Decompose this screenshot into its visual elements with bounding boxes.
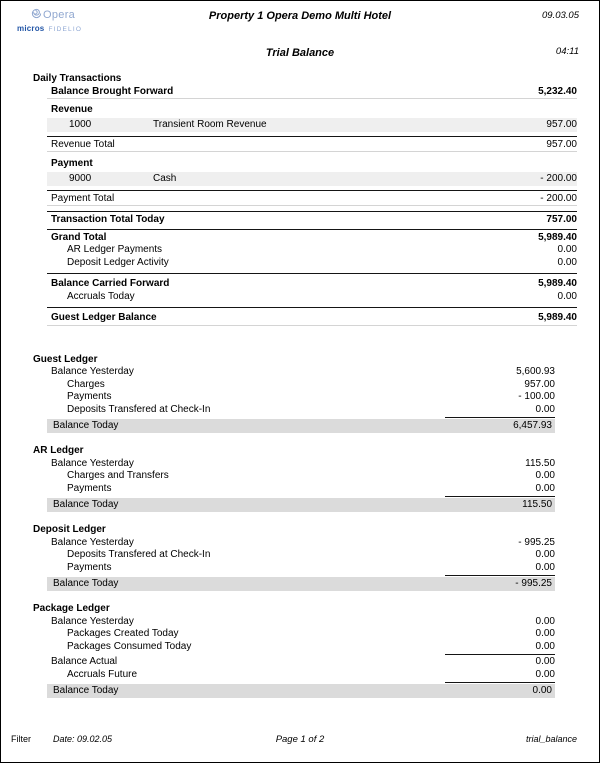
row-value: 0.00 — [535, 549, 555, 561]
row-label: Balance Yesterday — [51, 457, 134, 469]
row-label: Deposits Transfered at Check-In — [67, 403, 211, 415]
deposit-ledger-section — [33, 524, 555, 591]
fidelio-logo-text: FIDELIO — [48, 26, 83, 33]
row-value: 5,600.93 — [516, 366, 555, 378]
divider-dark — [47, 190, 577, 191]
row-label: Accruals Future — [67, 668, 138, 680]
row-label: AR Ledger Payments — [67, 244, 163, 256]
report-footer — [1, 734, 599, 746]
opera-micros-fidelio-logo — [17, 7, 82, 34]
row-label: Revenue Total — [51, 138, 115, 150]
row-label: Balance Actual — [51, 656, 118, 668]
payment-transaction-row — [47, 172, 577, 186]
ledger-row — [33, 470, 555, 483]
transaction-code: 1000 — [69, 118, 92, 130]
deposit-ledger-activity-row — [33, 257, 577, 270]
balance-today-row — [47, 684, 555, 698]
row-value: 0.00 — [557, 256, 577, 268]
divider-dark — [47, 229, 577, 230]
report-time: 04:11 — [555, 46, 579, 57]
row-value: - 200.00 — [540, 192, 577, 204]
revenue-transaction-row — [47, 118, 577, 132]
report-title: Trial Balance — [265, 47, 335, 59]
row-value: 0.00 — [557, 290, 577, 302]
ledger-row — [33, 379, 555, 392]
ledger-row — [33, 366, 555, 379]
balance-today-row — [47, 498, 555, 512]
row-label: Packages Consumed Today — [67, 640, 192, 652]
row-value: 757.00 — [546, 214, 577, 226]
property-title: Property 1 Opera Demo Multi Hotel — [208, 10, 392, 22]
divider-light — [47, 98, 577, 99]
divider-light — [47, 151, 577, 152]
row-value: 0.00 — [535, 615, 555, 627]
divider-short — [445, 575, 555, 576]
row-label: Charges — [67, 378, 105, 390]
row-label: Balance Yesterday — [51, 615, 134, 627]
divider-short — [445, 654, 555, 655]
row-value: 0.00 — [532, 685, 552, 696]
filter-label: Filter — [11, 734, 31, 744]
footer-date: Date: 09.02.05 — [53, 734, 113, 744]
payment-total-row — [33, 193, 577, 206]
balance-today-row — [47, 419, 555, 433]
row-label: Balance Carried Forward — [51, 278, 170, 290]
ledger-row — [33, 458, 555, 471]
divider-dark — [47, 273, 577, 274]
report-body — [33, 73, 577, 698]
divider-light — [47, 325, 577, 326]
row-value: 957.00 — [546, 138, 577, 150]
row-label: Payments — [67, 561, 112, 573]
section-title-daily-transactions: Daily Transactions — [33, 73, 122, 84]
row-label: Balance Today — [53, 499, 119, 510]
ledger-row — [33, 628, 555, 641]
row-label: Deposit Ledger Activity — [67, 256, 169, 268]
row-value: 0.00 — [535, 470, 555, 482]
row-value: 0.00 — [535, 640, 555, 652]
row-value: 0.00 — [535, 403, 555, 415]
row-label: Packages Created Today — [67, 628, 179, 640]
transaction-value: - 200.00 — [540, 172, 577, 184]
report-file-name: trial_balance — [525, 734, 577, 744]
row-label: Balance Today — [53, 420, 119, 431]
guest-ledger-balance-row — [33, 312, 577, 325]
guest-ledger-section — [33, 354, 555, 434]
transaction-total-today-row — [33, 214, 577, 227]
balance-today-row — [47, 577, 555, 591]
row-value: - 100.00 — [518, 391, 555, 403]
row-label: Guest Ledger Balance — [51, 312, 157, 324]
divider-dark — [47, 136, 577, 137]
transaction-description: Transient Room Revenue — [153, 118, 267, 130]
row-label: Payments — [67, 482, 112, 494]
ledger-row — [33, 391, 555, 404]
divider-short — [445, 417, 555, 418]
ledger-row — [33, 549, 555, 562]
row-value: 0.00 — [557, 244, 577, 256]
ar-ledger-section — [33, 445, 555, 512]
ledger-row — [33, 562, 555, 575]
revenue-total-row — [33, 139, 577, 152]
row-value: 5,232.40 — [538, 85, 577, 97]
row-value: 0.00 — [535, 561, 555, 573]
row-label: Deposits Transfered at Check-In — [67, 549, 211, 561]
ledger-row — [33, 537, 555, 550]
section-title-guest-ledger: Guest Ledger — [33, 353, 98, 365]
package-ledger-section — [33, 603, 555, 698]
ledger-row — [33, 404, 555, 417]
divider-light — [47, 205, 577, 206]
row-value: 5,989.40 — [538, 231, 577, 243]
page-indicator: Page 1 of 2 — [275, 734, 325, 745]
row-label: Balance Yesterday — [51, 536, 134, 548]
accruals-today-row — [33, 291, 577, 304]
transaction-description: Cash — [153, 172, 177, 184]
ledger-row — [33, 483, 555, 496]
row-value: - 995.25 — [518, 536, 555, 548]
balance-actual-row — [33, 656, 555, 669]
row-label: Accruals Today — [67, 290, 135, 302]
row-value: 0.00 — [535, 482, 555, 494]
divider-short — [445, 682, 555, 683]
row-label: Transaction Total Today — [51, 214, 165, 226]
row-value: 0.00 — [535, 628, 555, 640]
row-label: Balance Today — [53, 578, 119, 589]
divider-dark — [47, 307, 577, 308]
opera-logo-text: Opera — [43, 8, 76, 21]
row-label: Grand Total — [51, 231, 107, 243]
row-value: 115.50 — [525, 457, 555, 469]
row-value: 0.00 — [535, 668, 555, 680]
divider-short — [445, 496, 555, 497]
row-label: Charges and Transfers — [67, 470, 169, 482]
balance-brought-forward-row — [33, 86, 577, 99]
row-value: 6,457.93 — [513, 420, 552, 431]
grand-total-row — [33, 232, 577, 245]
opera-swirl-icon — [31, 7, 42, 23]
ar-ledger-payments-row — [33, 244, 577, 257]
row-value: 115.50 — [522, 499, 552, 510]
row-label: Balance Today — [53, 685, 119, 696]
section-title-ar-ledger: AR Ledger — [33, 445, 84, 456]
row-value: 5,989.40 — [538, 312, 577, 324]
ledger-row — [33, 641, 555, 654]
row-value: 5,989.40 — [538, 278, 577, 290]
row-label: Payments — [67, 391, 112, 403]
transaction-code: 9000 — [69, 172, 92, 184]
micros-logo-text: micros — [17, 24, 45, 33]
row-value: 0.00 — [535, 656, 555, 668]
group-title-payment: Payment — [51, 158, 93, 169]
report-header — [1, 1, 599, 71]
row-label: Payment Total — [51, 192, 115, 204]
row-label: Balance Brought Forward — [51, 85, 174, 97]
group-title-revenue: Revenue — [51, 104, 93, 115]
row-label: Balance Yesterday — [51, 366, 134, 378]
row-value: 957.00 — [524, 378, 555, 390]
accruals-future-row — [33, 669, 555, 682]
section-title-package-ledger: Package Ledger — [33, 603, 110, 614]
divider-dark — [47, 211, 577, 212]
balance-carried-forward-row — [33, 278, 577, 291]
transaction-value: 957.00 — [546, 118, 577, 130]
section-title-deposit-ledger: Deposit Ledger — [33, 524, 106, 535]
ledger-row — [33, 616, 555, 629]
row-value: - 995.25 — [515, 578, 552, 589]
report-date: 09.03.05 — [542, 10, 579, 21]
